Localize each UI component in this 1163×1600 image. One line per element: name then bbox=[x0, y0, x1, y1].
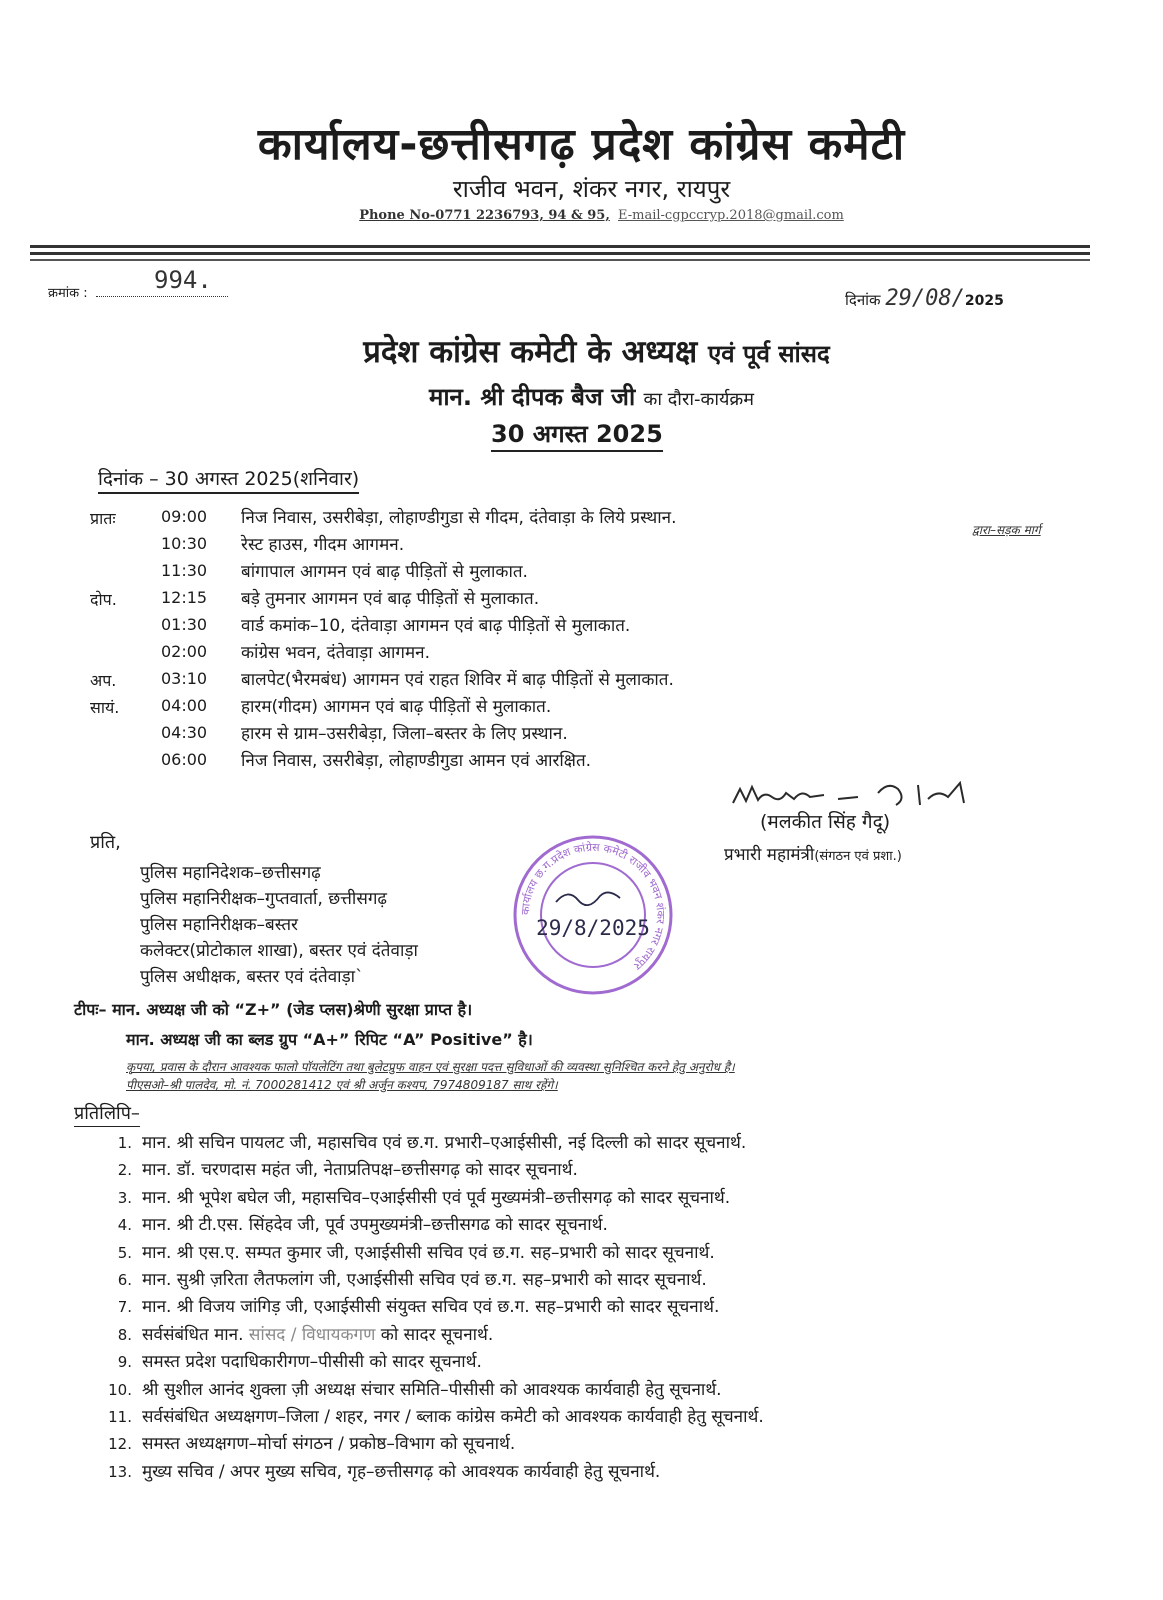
seal-ring-text: कार्यालय छ.ग.प्रदेश कांग्रेस कमेटी राजीव भवन शंकर नगर रायपुर bbox=[518, 840, 668, 973]
cc-item-text: श्री सुशील आनंद शुक्ला ज़ी अध्यक्ष संचार समिति–पीसीसी को आवश्यक कार्यवाही हेतु सूचनार्थ. bbox=[142, 1379, 722, 1400]
signatory-designation: प्रभारी महामंत्री(संगठन एवं प्रशा.) bbox=[724, 845, 902, 865]
cc-item-text: समस्त अध्यक्षगण–मोर्चा संगठन / प्रकोष्ठ–विभाग को सूचनार्थ. bbox=[142, 1434, 516, 1455]
cc-item-text: सर्वसंबंधित मान. bbox=[142, 1324, 244, 1345]
schedule-description: बड़े तुमनार आगमन एवं बाढ़ पीड़ितों से मुलाकात. bbox=[241, 589, 540, 609]
office-address: राजीव भवन, शंकर नगर, रायपुर bbox=[452, 175, 731, 203]
cc-item-text: मान. सुश्री ज़रिता लैतफलांग जी, एआईसीसी सचिव एवं छ.ग. सह–प्रभारी को सादर सूचनार्थ. bbox=[142, 1269, 707, 1290]
note-security: टीपः– मान. अध्यक्ष जी को “Z+” (जेड प्लस)श्रेणी सुरक्षा प्राप्त है। bbox=[74, 1000, 473, 1019]
cc-item bbox=[96, 1431, 1156, 1458]
cc-item bbox=[96, 1267, 1156, 1294]
note-blood-group: मान. अध्यक्ष जी का ब्लड ग्रुप “A+” रिपिट “A” Positive” है। bbox=[126, 1030, 533, 1049]
cc-item bbox=[96, 1377, 1156, 1404]
cc-item-number: 10. bbox=[108, 1380, 132, 1399]
cc-item-number: 11. bbox=[108, 1407, 132, 1426]
cc-item-number: 2. bbox=[117, 1161, 132, 1180]
schedule-description: निज निवास, उसरीबेड़ा, लोहाण्डीगुडा से गीदम, दंतेवाड़ा के लिये प्रस्थान. bbox=[241, 508, 677, 528]
seal-date: 29/8/2025 bbox=[536, 916, 650, 940]
recipient-item: पुलिस महानिरीक्षक–बस्तर bbox=[140, 915, 298, 935]
office-seal bbox=[508, 830, 678, 1000]
recipient-item: पुलिस अधीक्षक, बस्तर एवं दंतेवाड़ा` bbox=[140, 967, 364, 987]
schedule-description: बालपेट(भैरमबंध) आगमन एवं राहत शिविर में बाढ़ पीड़ितों से मुलाकात. bbox=[241, 670, 674, 690]
cc-item-text: मान. श्री एस.ए. सम्पत कुमार जी, एआईसीसी सचिव एवं छ.ग. सह–प्रभारी को सादर सूचनार्थ. bbox=[142, 1242, 715, 1263]
schedule-time: 04:30 bbox=[161, 723, 208, 742]
cc-item-number: 9. bbox=[117, 1353, 132, 1372]
cc-list bbox=[96, 1130, 1156, 1486]
cc-item-text: मान. श्री टी.एस. सिंहदेव जी, पूर्व उपमुख्यमंत्री–छत्तीसगढ को सादर सूचनार्थ. bbox=[142, 1215, 608, 1236]
schedule-time: 10:30 bbox=[161, 534, 208, 553]
schedule-time: 01:30 bbox=[161, 615, 208, 634]
schedule-time: 12:15 bbox=[161, 588, 208, 607]
cc-item bbox=[96, 1404, 1156, 1431]
schedule-description: रेस्ट हाउस, गीदम आगमन. bbox=[241, 535, 405, 555]
cc-item-number: 12. bbox=[108, 1435, 132, 1454]
schedule-description: हारम(गीदम) आगमन एवं बाढ़ पीड़ितों से मुलाकात. bbox=[241, 697, 552, 717]
recipient-item: पुलिस महानिदेशक–छत्तीसगढ़ bbox=[140, 863, 321, 883]
to-label: प्रति, bbox=[90, 832, 121, 853]
schedule-description: हारम से ग्राम–उसरीबेड़ा, जिला–बस्तर के लिए प्रस्थान. bbox=[241, 724, 568, 744]
recipient-item: कलेक्टर(प्रोटोकाल शाखा), बस्तर एवं दंतेवाड़ा bbox=[140, 941, 418, 961]
cc-item-tail: को सादर सूचनार्थ. bbox=[380, 1324, 494, 1345]
email-address: E-mail-cgpccryp.2018@gmail.com bbox=[618, 208, 844, 223]
schedule-description: निज निवास, उसरीबेड़ा, लोहाण्डीगुडा आमन एवं आरक्षित. bbox=[241, 751, 592, 771]
recipient-item: पुलिस महानिरीक्षक–गुप्तवार्ता, छत्तीसगढ़ bbox=[140, 889, 387, 909]
program-subheading: मान. श्री दीपक बैज जी का दौरा-कार्यक्रम bbox=[428, 383, 755, 411]
schedule-description: वार्ड कमांक–10, दंतेवाड़ा आगमन एवं बाढ़ पीड़ितों से मुलाकात. bbox=[241, 616, 631, 636]
office-contact bbox=[0, 208, 1163, 223]
schedule-period: अप. bbox=[90, 671, 117, 690]
reference-number: 994. bbox=[154, 266, 212, 294]
schedule-time: 04:00 bbox=[161, 696, 208, 715]
cc-item-number: 5. bbox=[117, 1243, 132, 1262]
letter-date: दिनांक 29/08/2025 bbox=[845, 286, 1004, 311]
cc-item-number: 13. bbox=[108, 1462, 132, 1481]
travel-mode: द्वारा–सड़क मार्ग bbox=[972, 523, 1041, 537]
cc-item bbox=[96, 1294, 1156, 1321]
cc-item bbox=[96, 1349, 1156, 1376]
schedule-period: सायं. bbox=[90, 698, 120, 717]
phone-number: Phone No-0771 2236793, 94 & 95, bbox=[359, 208, 610, 223]
cc-item-text: मान. श्री सचिन पायलट जी, महासचिव एवं छ.ग. प्रभारी–एआईसीसी, नई दिल्ली को सादर सूचनार्थ. bbox=[142, 1133, 747, 1153]
office-title: कार्यालय-छत्तीसगढ़ प्रदेश कांग्रेस कमेटी bbox=[257, 119, 906, 170]
program-heading: प्रदेश कांग्रेस कमेटी के अध्यक्ष एवं पूर्व सांसद bbox=[363, 334, 830, 370]
schedule-description: बांगापाल आगमन एवं बाढ़ पीड़ितों से मुलाकात. bbox=[241, 562, 528, 582]
cc-item-text: समस्त प्रदेश पदाधिकारीगण–पीसीसी को सादर सूचनार्थ. bbox=[142, 1352, 482, 1373]
program-date: 30 अगस्त 2025 bbox=[491, 418, 663, 452]
cc-item bbox=[96, 1240, 1156, 1267]
cc-item-text: मुख्य सचिव / अपर मुख्य सचिव, गृह–छत्तीसगढ़ को आवश्यक कार्यवाही हेतु सूचनार्थ. bbox=[142, 1461, 661, 1482]
cc-item-number: 6. bbox=[117, 1270, 132, 1289]
cc-item bbox=[96, 1185, 1156, 1212]
cc-item-text: मान. श्री भूपेश बघेल जी, महासचिव–एआईसीसी एवं पूर्व मुख्यमंत्री–छत्तीसगढ़ को सादर सूचनार्थ. bbox=[142, 1187, 731, 1208]
schedule-time: 02:00 bbox=[161, 642, 208, 661]
cc-label: प्रतिलिपि– bbox=[74, 1102, 140, 1127]
cc-item-text: सर्वसंबंधित अध्यक्षगण–जिला / शहर, नगर / ब्लाक कांग्रेस कमेटी को आवश्यक कार्यवाही हेतु सूचनार्थ. bbox=[142, 1406, 764, 1427]
cc-item-number: 1. bbox=[117, 1134, 132, 1152]
handwritten-date: 29/08/ bbox=[885, 286, 965, 311]
cc-item-number: 3. bbox=[117, 1188, 132, 1207]
cc-item-number: 4. bbox=[117, 1216, 132, 1235]
schedule-time: 09:00 bbox=[161, 507, 208, 526]
schedule-time: 11:30 bbox=[161, 561, 208, 580]
cc-item bbox=[96, 1322, 1156, 1349]
cc-item bbox=[96, 1212, 1156, 1239]
note-request: कृपया, प्रवास के दौरान आवश्यक फालो पॉयलेटिंग तथा बुलेटप्रुफ वाहन एवं सुरक्षा पदत्त सुविधाओं की व्यवस्था सुनिश्चित करने हेतु अनुरोध है। bbox=[126, 1060, 735, 1074]
cc-item-text: मान. श्री विजय जांगिड़ जी, एआईसीसी संयुक्त सचिव एवं छ.ग. सह–प्रभारी को सादर सूचनार्थ. bbox=[142, 1297, 720, 1318]
day-heading: दिनांक – 30 अगस्त 2025(शनिवार) bbox=[98, 466, 359, 494]
recipient-list bbox=[140, 860, 418, 990]
cc-item bbox=[96, 1157, 1156, 1184]
cc-item-faint-text: सांसद / विधायकगण bbox=[248, 1324, 376, 1345]
header-divider bbox=[30, 252, 1090, 255]
schedule-period: दोप. bbox=[90, 590, 117, 609]
schedule-period: प्रातः bbox=[90, 509, 116, 528]
cc-item bbox=[96, 1130, 1156, 1157]
cc-item-number: 7. bbox=[117, 1298, 132, 1317]
schedule-time: 06:00 bbox=[161, 750, 208, 769]
note-pso: पीएसओ–श्री पालदेव, मो. नं. 7000281412 एवं श्री अर्जुन कश्यप, 7974809187 साथ रहेंगे। bbox=[126, 1078, 558, 1092]
reference-number-label: क्रमांक : bbox=[48, 283, 228, 301]
schedule-description: कांग्रेस भवन, दंतेवाड़ा आगमन. bbox=[241, 643, 431, 663]
cc-item bbox=[96, 1459, 1156, 1486]
header-divider bbox=[30, 259, 1090, 261]
header-divider bbox=[30, 245, 1090, 248]
schedule-time: 03:10 bbox=[161, 669, 208, 688]
cc-item-number: 8. bbox=[117, 1325, 132, 1344]
signatory-name: (मलकीत सिंह गैदू) bbox=[760, 811, 891, 833]
cc-item-text: मान. डॉ. चरणदास महंत जी, नेताप्रतिपक्ष–छत्तीसगढ़ को सादर सूचनार्थ. bbox=[142, 1160, 578, 1181]
